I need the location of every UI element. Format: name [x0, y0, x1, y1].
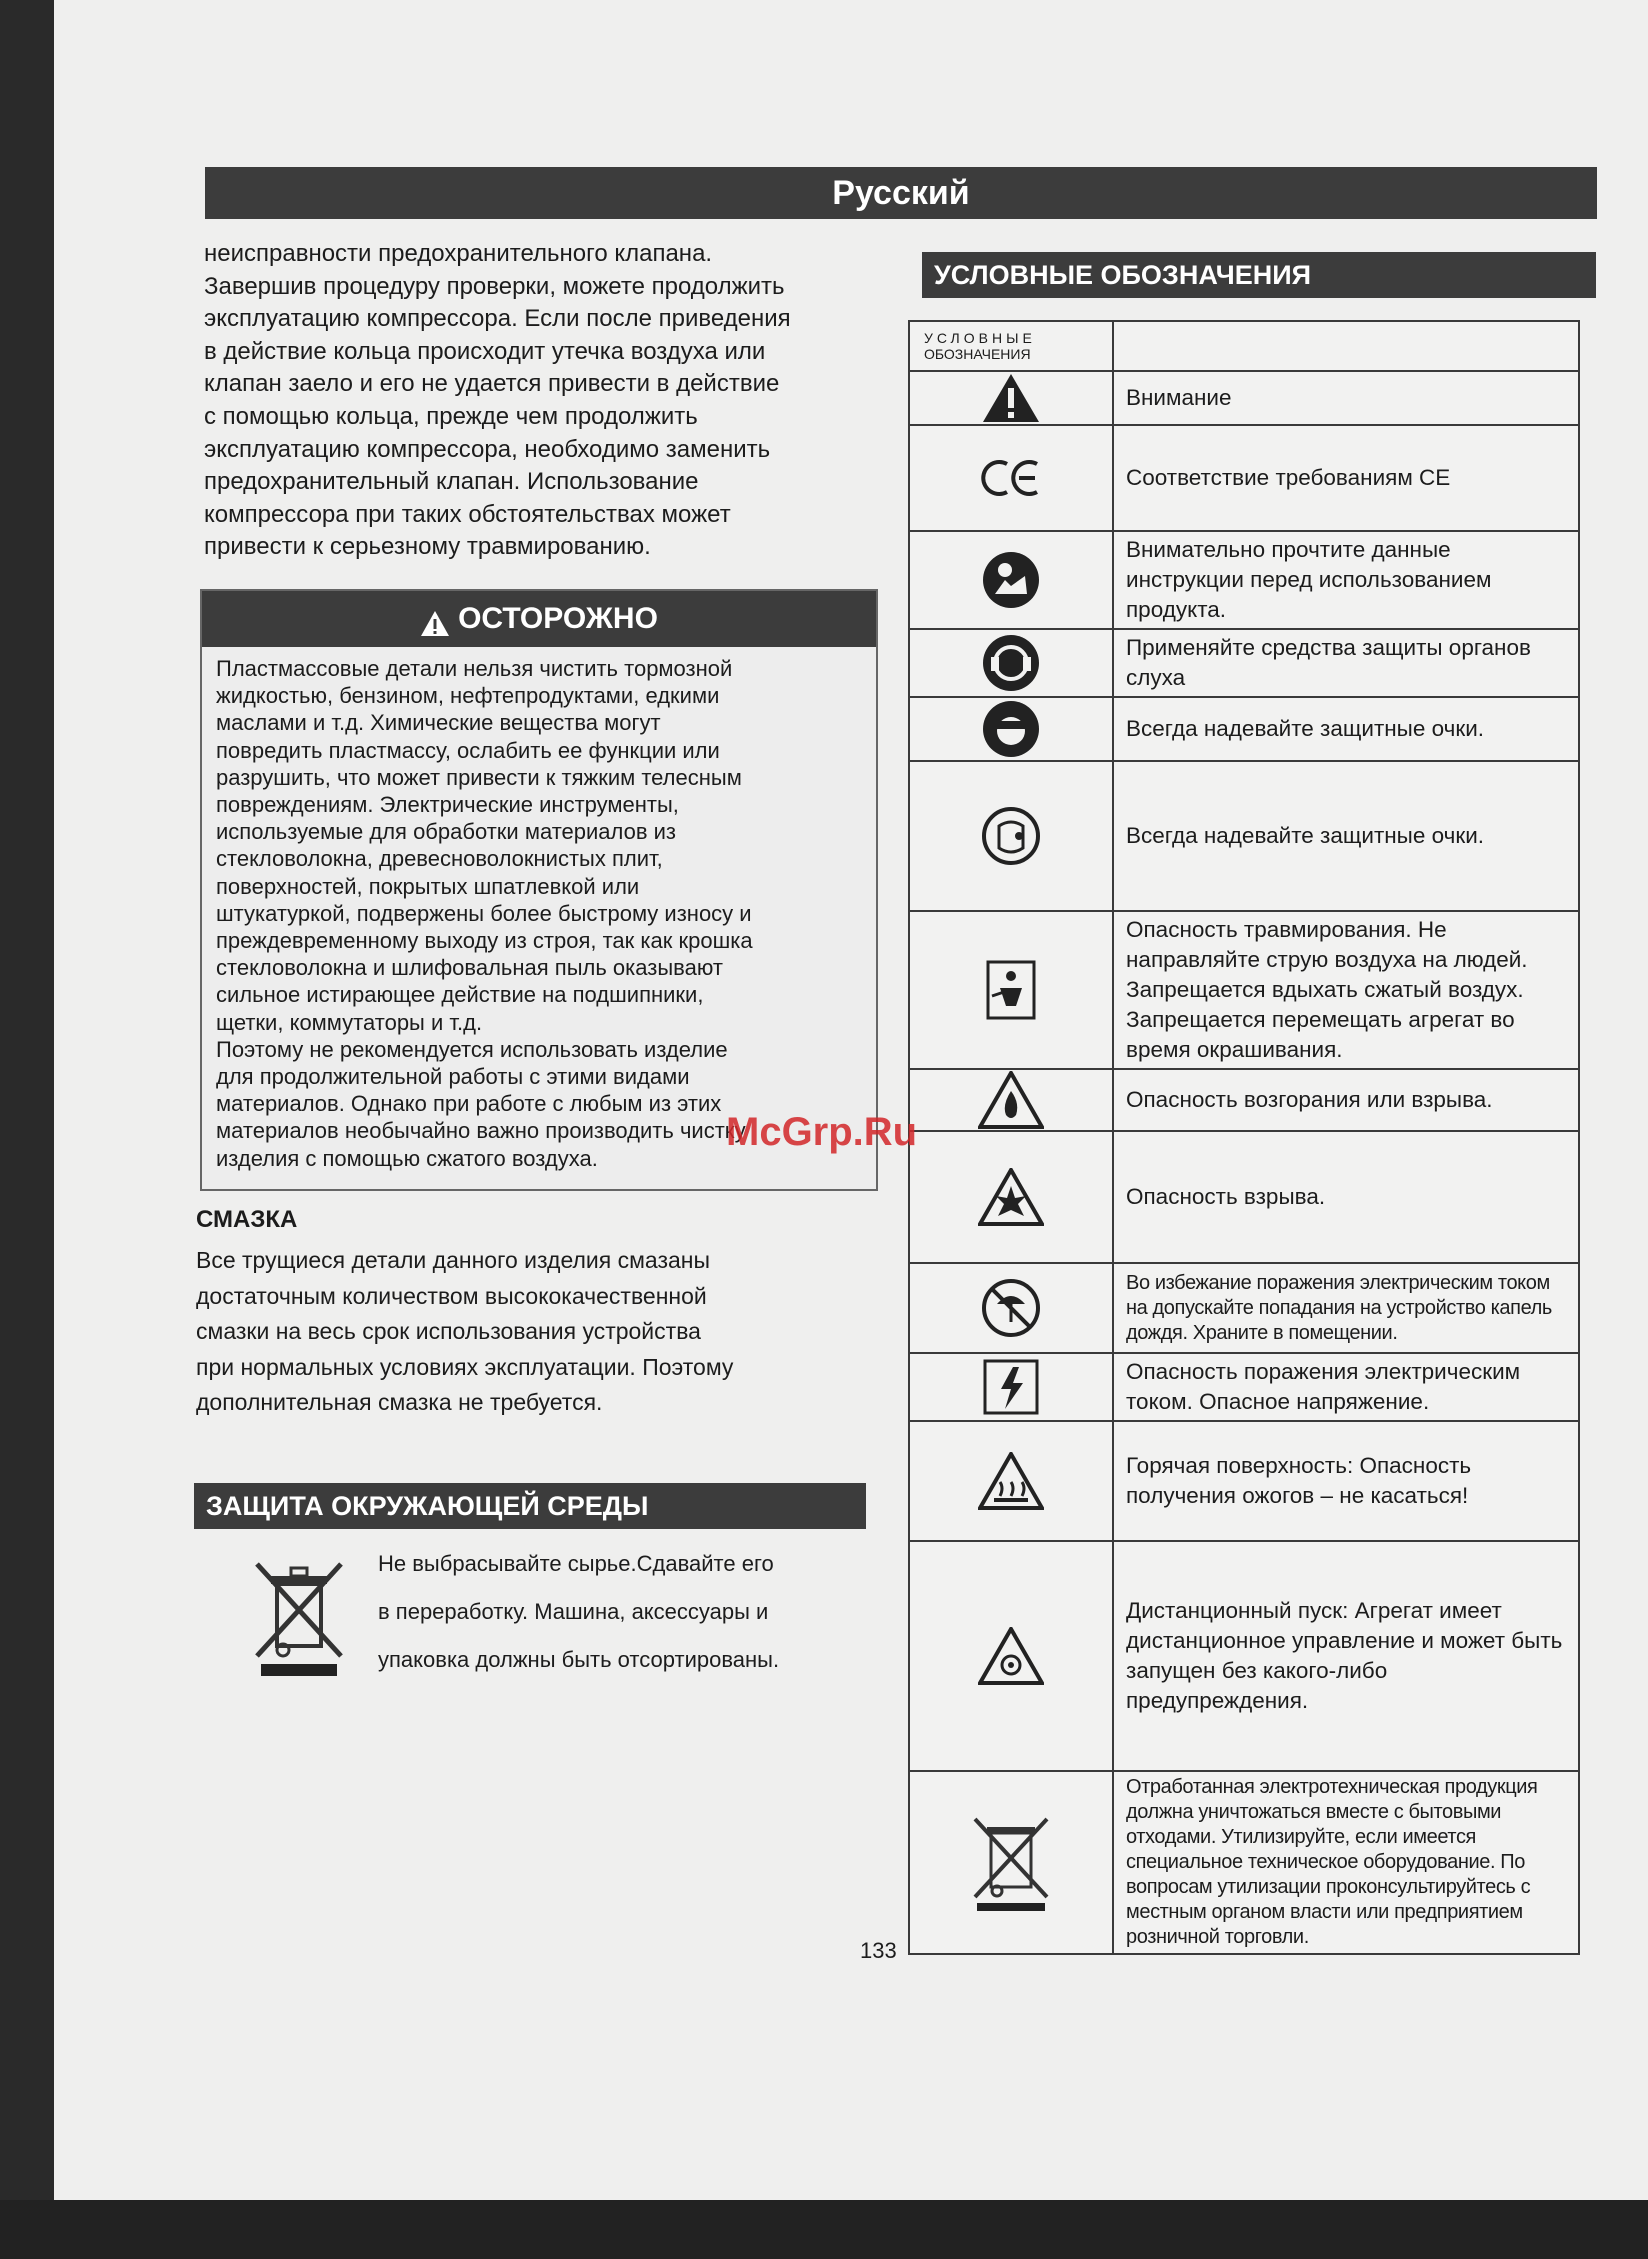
symbol-description: Внимательно прочтите данные инструкции перед использованием продукта.: [1113, 531, 1579, 629]
caution-line: щетки, коммутаторы и т.д.: [216, 1009, 483, 1035]
symbol-description: Отработанная электротехническая продукция должна уничтожаться вместе с бытовыми отходами. Утилизируйте, если имеется специальное техническое оборудование. По вопросам утилизации проконсультируйтесь с местным органом власти или предприятием розничной торговли.: [1113, 1771, 1579, 1954]
symbol-icon-cell: [909, 761, 1113, 911]
lubrication-line: Все трущиеся детали данного изделия смазаны: [196, 1247, 711, 1273]
symbol-row: [909, 629, 1579, 697]
symbol-icon-cell: [909, 911, 1113, 1069]
symbol-description: Во избежание поражения электрическим током на допускайте попадания на устройство капель дождя. Храните в помещении.: [1113, 1263, 1579, 1353]
ear-protection-icon: [981, 654, 1041, 671]
symbol-row: [909, 911, 1579, 1069]
air-jet-hazard-icon: [986, 981, 1036, 998]
symbol-icon-cell: [909, 1131, 1113, 1263]
symbol-icon-cell: [909, 1421, 1113, 1541]
symbol-icon-cell: [909, 425, 1113, 531]
caution-line: жидкостью, бензином, нефтепродуктами, едкими: [216, 683, 720, 709]
caution-line: изделия с помощью сжатого воздуха.: [216, 1145, 598, 1171]
electric-shock-icon: [983, 1378, 1039, 1395]
caution-title: ОСТОРОЖНО: [458, 602, 658, 635]
caution-line: Поэтому не рекомендуется использовать изделие: [216, 1036, 728, 1062]
no-rain-icon: [981, 1299, 1041, 1316]
caution-line: используемые для обработки материалов из: [216, 819, 677, 845]
symbol-row: [909, 697, 1579, 761]
symbol-row: [909, 1421, 1579, 1541]
symbol-icon-cell: [909, 1263, 1113, 1353]
symbol-description: Всегда надевайте защитные очки.: [1113, 697, 1579, 761]
intro-line: в действие кольца происходит утечка воздуха или: [204, 337, 766, 365]
safety-goggles-icon: [981, 720, 1041, 737]
crossed-bin-icon: [253, 1560, 345, 1678]
symbol-description: Всегда надевайте защитные очки.: [1113, 761, 1579, 911]
watermark: McGrp.Ru: [726, 1110, 918, 1154]
symbol-icon-cell: [909, 1541, 1113, 1771]
symbol-row: [909, 371, 1579, 425]
remote-start-icon: [978, 1647, 1044, 1664]
symbol-description: Опасность взрыва.: [1113, 1131, 1579, 1263]
intro-line: неисправности предохранительного клапана.: [204, 240, 713, 267]
lubrication-line: дополнительная смазка не требуется.: [196, 1389, 603, 1415]
symbol-row: [909, 1069, 1579, 1131]
symbol-description: Опасность возгорания или взрыва.: [1113, 1069, 1579, 1131]
caution-line: стекловолокна, древесноволокнистых плит,: [216, 846, 663, 872]
caution-line: материалов. Однако при работе с любым из этих: [216, 1091, 722, 1117]
symbols-title: УСЛОВНЫЕ ОБОЗНАЧЕНИЯ: [922, 252, 1596, 298]
intro-line: привести к серьезному травмированию.: [204, 533, 651, 561]
symbols-table: [908, 320, 1580, 1955]
caution-line: повреждениям. Электрические инструменты,: [216, 792, 679, 818]
symbol-description: Внимание: [1113, 371, 1579, 425]
environment-title: ЗАЩИТА ОКРУЖАЮЩЕЙ СРЕДЫ: [194, 1483, 866, 1529]
symbol-description: Горячая поверхность: Опасность получения ожогов – не касаться!: [1113, 1421, 1579, 1541]
caution-text: [202, 647, 876, 1172]
caution-line: сильное истирающее действие на подшипники,: [216, 982, 704, 1008]
symbol-icon-cell: [909, 371, 1113, 425]
symbol-icon-cell: [909, 629, 1113, 697]
caution-line: стекловолокна и шлифовальная пыль оказывают: [216, 955, 723, 981]
environment-line: в переработку. Машина, аксессуары и: [378, 1599, 769, 1624]
caution-box: [200, 589, 878, 1191]
symbol-icon-cell: [909, 1353, 1113, 1421]
symbol-description: Соответствие требованиям CE: [1113, 425, 1579, 531]
symbol-description: Применяйте средства защиты органов слуха: [1113, 629, 1579, 697]
lubrication-line: достаточным количеством высококачественной: [196, 1282, 707, 1309]
header-line-2: ОБОЗНАЧЕНИЯ: [924, 346, 1031, 362]
symbol-row: [909, 1353, 1579, 1421]
intro-line: предохранительный клапан. Использование: [204, 468, 699, 496]
symbol-description: Опасность травмирования. Не направляйте струю воздуха на людей. Запрещается вдыхать сжатый воздух. Запрещается перемещать агрегат во время окрашивания.: [1113, 911, 1579, 1069]
intro-line: эксплуатацию компрессора. Если после приведения: [204, 305, 791, 333]
environment-line: Не выбрасывайте сырье.Сдавайте его: [378, 1551, 774, 1576]
language-header: Русский: [205, 167, 1597, 219]
intro-line: клапан заело и его не удается привести в действие: [204, 370, 780, 398]
caution-line: штукатуркой, подвержены более быстрому износу и: [216, 900, 752, 926]
lubrication-text: [196, 1243, 856, 1421]
symbols-header-empty: [1113, 321, 1579, 371]
symbol-row: [909, 531, 1579, 629]
intro-line: Завершив процедуру проверки, можете продолжить: [204, 272, 785, 300]
lubrication-line: смазки на весь срок использования устройства: [196, 1318, 701, 1344]
caution-line: материалов необычайно важно производить чистку: [216, 1118, 746, 1144]
intro-line: с помощью кольца, прежде чем продолжить: [204, 402, 698, 430]
ce-mark-icon: [979, 469, 1043, 486]
lubrication-line: при нормальных условиях эксплуатации. Поэтому: [196, 1353, 734, 1380]
environment-text: [378, 1540, 838, 1684]
symbol-row: [909, 1541, 1579, 1771]
symbol-icon-cell: [909, 531, 1113, 629]
symbol-row: [909, 1263, 1579, 1353]
caution-line: разрушить, что может привести к тяжким телесным: [216, 764, 742, 790]
lubrication-title: СМАЗКА: [196, 1206, 298, 1233]
symbol-row: [909, 425, 1579, 531]
warning-icon: [420, 594, 450, 650]
caution-line: маслами и т.д. Химические вещества могут: [216, 710, 661, 736]
symbol-description: Опасность поражения электрическим током. Опасное напряжение.: [1113, 1353, 1579, 1421]
read-manual-icon: [981, 571, 1041, 588]
symbol-row: [909, 1771, 1579, 1954]
symbol-description: Дистанционный пуск: Агрегат имеет дистанционное управление и может быть запущен без какого-либо предупреждения.: [1113, 1541, 1579, 1771]
symbol-icon-cell: [909, 697, 1113, 761]
symbol-icon-cell: [909, 1069, 1113, 1131]
symbols-header-cell: [909, 321, 1113, 371]
weee-bin-icon: [971, 1854, 1051, 1871]
warning-triangle-icon: [981, 389, 1041, 406]
caution-line: Пластмассовые детали нельзя чистить тормозной: [216, 656, 733, 681]
explosion-hazard-icon: [978, 1188, 1044, 1205]
intro-line: компрессора при таких обстоятельствах может: [204, 500, 731, 528]
symbol-row: [909, 1131, 1579, 1263]
scan-border: [0, 2200, 1648, 2259]
caution-line: преждевременному выходу из строя, так как крошка: [216, 928, 753, 954]
header-line-1: УСЛОВНЫЕ: [924, 330, 1036, 346]
intro-line: эксплуатацию компрессора, необходимо заменить: [204, 435, 771, 463]
page-number: 133: [860, 1938, 897, 1963]
symbol-icon-cell: [909, 1771, 1113, 1954]
hot-surface-icon: [978, 1472, 1044, 1489]
caution-line: для продолжительной работы с этими видами: [216, 1064, 690, 1090]
fire-hazard-icon: [978, 1091, 1044, 1108]
symbols-header-row: [909, 321, 1579, 371]
caution-line: поверхностей, покрытых шпатлевкой или: [216, 873, 640, 899]
symbol-row: [909, 761, 1579, 911]
intro-paragraph: [196, 238, 876, 564]
face-mask-icon: [981, 827, 1041, 844]
caution-header: [202, 591, 876, 647]
caution-line: повредить пластмассу, ослабить ее функции или: [216, 737, 720, 763]
environment-line: упаковка должны быть отсортированы.: [378, 1647, 780, 1672]
